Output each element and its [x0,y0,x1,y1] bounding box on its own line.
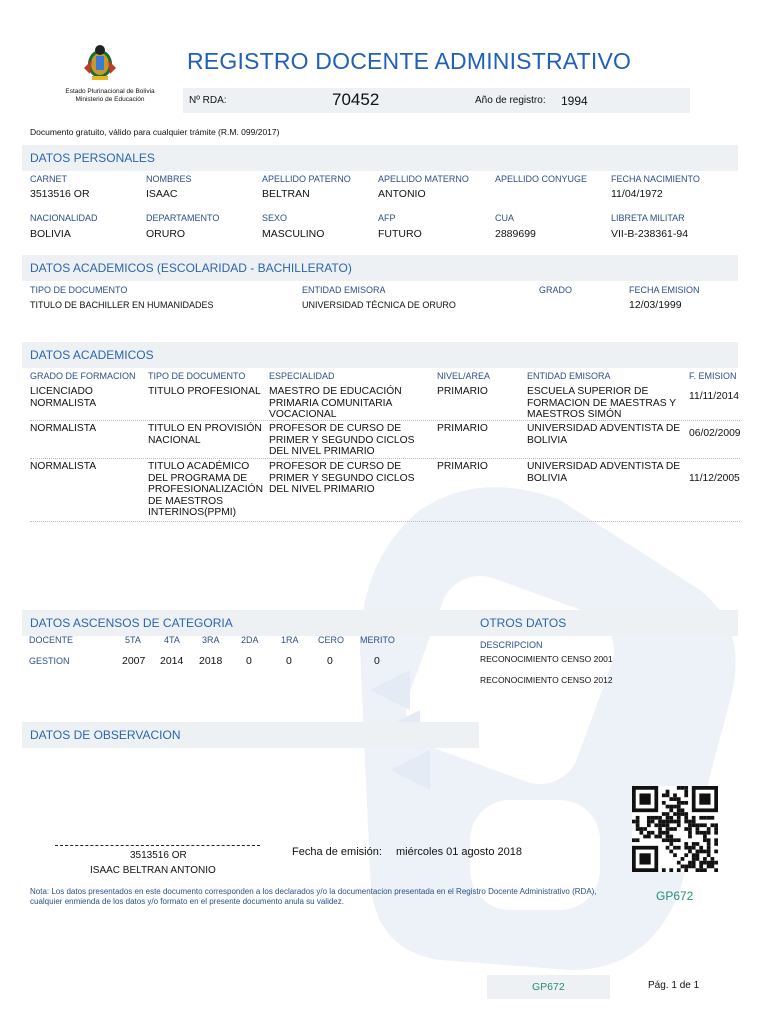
rda-label: Nº RDA: [189,95,227,106]
ascensos-cell: 0 [286,655,292,667]
school-value-entidad: UNIVERSIDAD TÉCNICA DE ORURO [302,300,456,310]
section-otros-title: OTROS DATOS [472,610,738,636]
academic-cell-fecha: 11/12/2005 [689,473,740,484]
label-fecha-nacimiento: FECHA NACIMIENTO [611,174,700,184]
ascensos-header: 2DA [241,635,259,645]
ascensos-cell: 2018 [199,655,223,667]
rda-value: 70452 [332,90,380,109]
value-sexo: MASCULINO [262,228,325,240]
academic-cell-especialidad: PROFESOR DE CURSO DE PRIMER Y SEGUNDO CICLOS DEL NIVEL PRIMARIO [269,461,415,495]
section-academic-title: DATOS ACADEMICOS [22,342,738,368]
section-observacion-title: DATOS DE OBSERVACION [22,722,479,748]
academic-cell-grado: NORMALISTA [30,461,97,472]
academic-cell-grado: NORMALISTA [30,423,97,434]
rda-band [183,88,690,113]
ascensos-cell: GESTION [29,656,70,666]
academic-cell-nivel: PRIMARIO [437,423,488,434]
academic-cell-fecha: 11/11/2014 [689,391,740,402]
otros-item-1: RECONOCIMIENTO CENSO 2001 [480,654,613,664]
value-apellido-paterno: BELTRAN [262,188,310,200]
legal-note: Nota: Los datos presentados en este documento corresponden a los declarados y/o la documentacion presentada en el Registro Docente Administrativo (RDA), cualquier enmienda de los datos y/o formato en el presente documento anula su validez. [30,887,597,906]
ascensos-header: DOCENTE [29,635,74,645]
otros-item-2: RECONOCIMIENTO CENSO 2012 [480,675,613,685]
page-title: REGISTRO DOCENTE ADMINISTRATIVO [187,48,632,74]
qr-code [629,786,721,872]
ascensos-cell: 0 [374,655,380,667]
academic-cell-grado: LICENCIADO NORMALISTA [30,386,97,409]
academic-header-grado: GRADO DE FORMACION [30,371,136,381]
academic-header-tipo: TIPO DE DOCUMENTO [148,371,246,381]
value-carnet: 3513516 OR [30,188,90,200]
ascensos-cell: 0 [327,655,333,667]
label-apellido-conyuge: APELLIDO CONYUGE [495,174,588,184]
signature-name: ISAAC BELTRAN ANTONIO [90,865,216,876]
section-ascensos-title: DATOS ASCENSOS DE CATEGORIA [22,610,472,636]
ascensos-header: CERO [318,635,345,645]
page-number: Pág. 1 de 1 [648,980,700,991]
year-label: Año de registro: [475,95,546,106]
academic-cell-especialidad: PROFESOR DE CURSO DE PRIMER Y SEGUNDO CICLOS DEL NIVEL PRIMARIO [269,423,415,457]
ascensos-cell: 2014 [160,655,184,667]
section-school-title: DATOS ACADEMICOS (ESCOLARIDAD - BACHILLERATO) [22,255,738,281]
label-carnet: CARNET [30,174,68,184]
school-header-grado: GRADO [539,285,573,295]
value-apellido-materno: ANTONIO [378,188,426,200]
value-nacionalidad: BOLIVIA [30,228,71,240]
value-libreta-militar: VII-B-238361-94 [611,228,689,240]
academic-cell-entidad: ESCUELA SUPERIOR DE FORMACION DE MAESTRAS Y MAESTROS SIMÓN [527,386,677,420]
academic-header-entidad: ENTIDAD EMISORA [527,371,611,381]
school-header-fecha: FECHA EMISION [629,285,700,295]
ascensos-header: 4TA [164,635,180,645]
value-fecha-nacimiento: 11/04/1972 [611,188,663,200]
label-nacionalidad: NACIONALIDAD [30,213,98,223]
academic-cell-tipo: TITULO PROFESIONAL [148,386,261,397]
otros-header-descripcion: DESCRIPCION [480,640,543,650]
signature-line [55,845,260,846]
school-value-fecha: 12/03/1999 [629,299,682,311]
academic-cell-especialidad: MAESTRO DE EDUCACIÓN PRIMARIA COMUNITARIA VOCACIONAL [269,386,402,420]
academic-cell-tipo: TITULO EN PROVISIÓN NACIONAL [148,423,262,446]
org-line-1: Estado Plurinacional de Bolivia [65,88,155,95]
label-apellido-paterno: APELLIDO PATERNO [262,174,351,184]
value-nombres: ISAAC [146,188,178,200]
section-personal-title: DATOS PERSONALES [22,145,738,171]
school-value-tipo: TITULO DE BACHILLER EN HUMANIDADES [30,300,214,310]
label-afp: AFP [378,213,396,223]
qr-label: GP672 [656,889,694,903]
coat-of-arms-icon [78,40,122,84]
academic-row-divider [30,521,740,522]
value-cua: 2889699 [495,228,536,240]
year-value: 1994 [561,94,588,108]
academic-header-fecha: F. EMISION [689,371,737,381]
academic-row-divider [30,420,740,421]
ascensos-header: 1RA [281,635,299,645]
value-afp: FUTURO [378,228,422,240]
footer-code: GP672 [532,981,565,993]
ascensos-cell: 2007 [122,655,146,667]
academic-row-divider [30,458,740,459]
academic-header-especialidad: ESPECIALIDAD [269,371,335,381]
ascensos-header: 3RA [202,635,220,645]
label-apellido-materno: APELLIDO MATERNO [378,174,469,184]
label-cua: CUA [495,213,515,223]
ascensos-header: 5TA [125,635,141,645]
academic-cell-fecha: 06/02/2009 [689,428,741,439]
academic-cell-entidad: UNIVERSIDAD ADVENTISTA DE BOLIVIA [527,461,681,484]
ascensos-header: MERITO [360,635,395,645]
label-nombres: NOMBRES [146,174,192,184]
label-libreta-militar: LIBRETA MILITAR [611,213,685,223]
school-header-entidad: ENTIDAD EMISORA [302,285,386,295]
value-departamento: ORURO [146,228,186,240]
school-header-tipo: TIPO DE DOCUMENTO [30,285,128,295]
emission-date-label: Fecha de emisión: [292,846,382,858]
org-line-2: Ministerio de Educación [75,96,145,103]
free-document-note: Documento gratuito, válido para cualquier trámite (R.M. 099/2017) [30,127,280,137]
label-sexo: SEXO [262,213,288,223]
emission-date-value: miércoles 01 agosto 2018 [396,846,522,858]
ascensos-cell: 0 [246,655,252,667]
academic-header-nivel: NIVEL/AREA [437,371,491,381]
academic-cell-entidad: UNIVERSIDAD ADVENTISTA DE BOLIVIA [527,423,681,446]
label-departamento: DEPARTAMENTO [146,213,220,223]
academic-cell-nivel: PRIMARIO [437,461,488,472]
academic-cell-nivel: PRIMARIO [437,386,488,397]
signature-id: 3513516 OR [130,850,187,861]
academic-cell-tipo: TITULO ACADÉMICO DEL PROGRAMA DE PROFESIONALIZACIÓN DE MAESTROS INTERINOS(PPMI) [148,461,264,518]
